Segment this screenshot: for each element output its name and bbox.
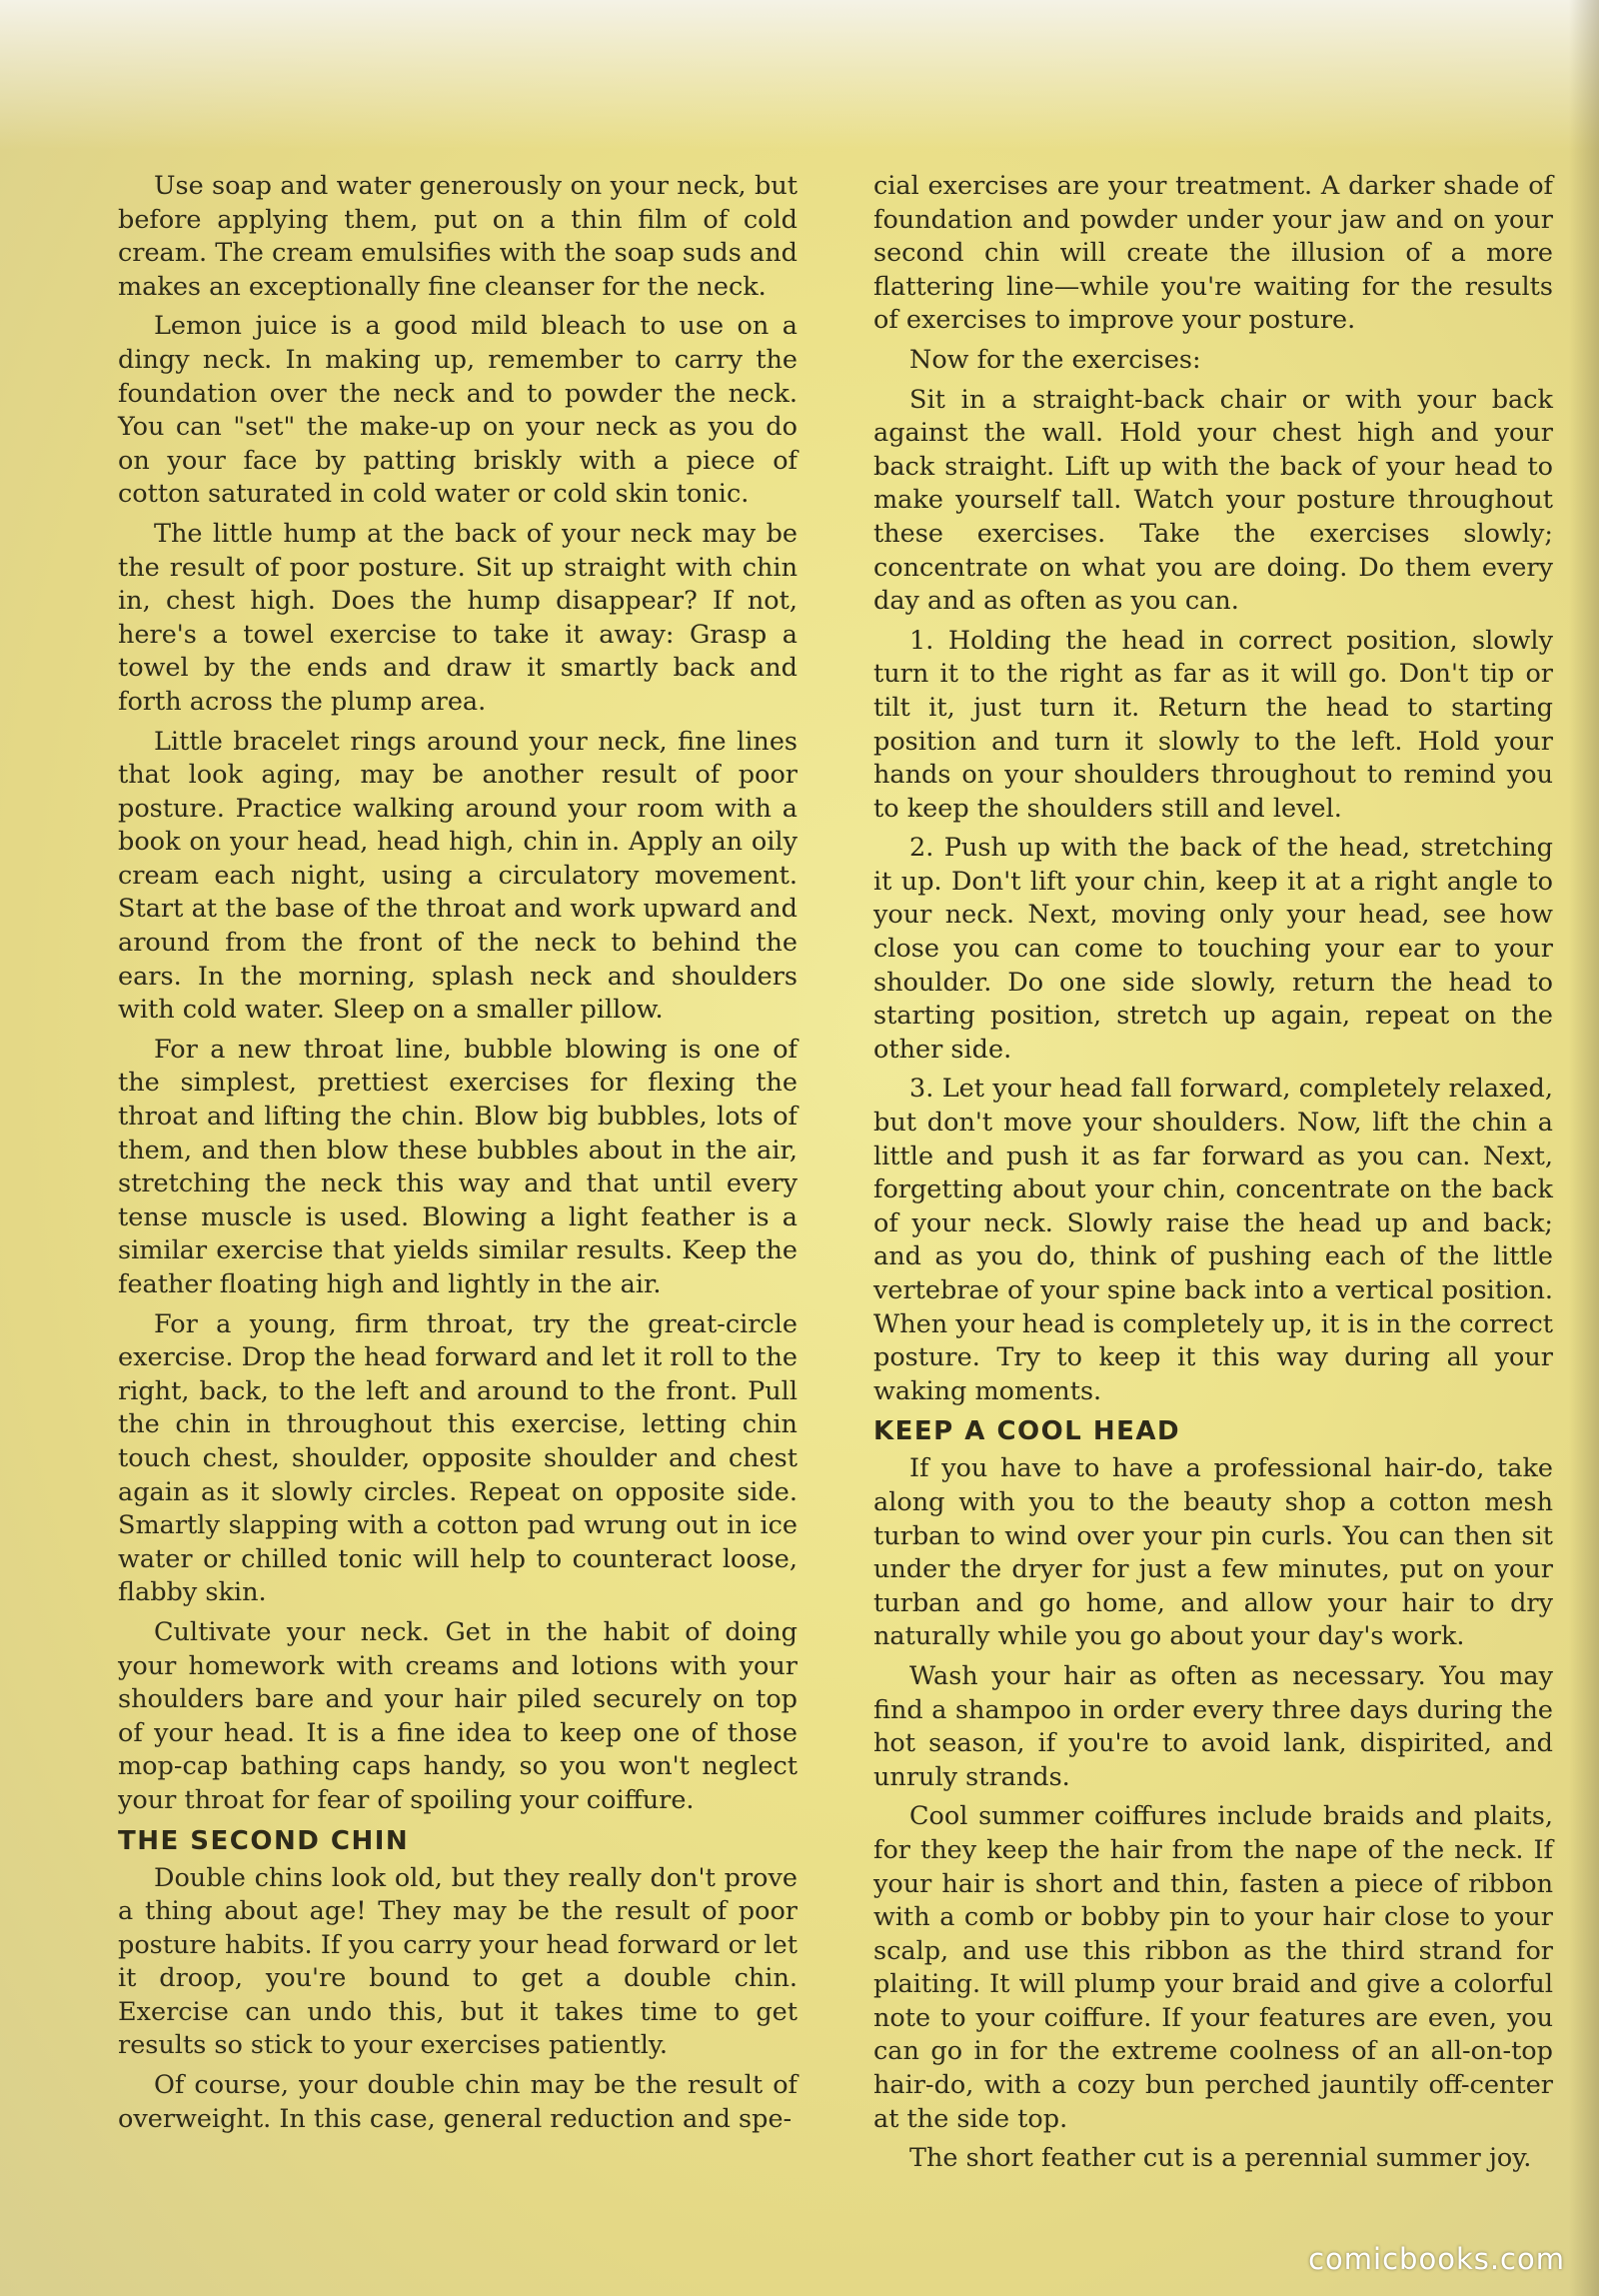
paragraph: Wash your hair as often as necessary. You may find a shampoo in order every three days during the hot season, if you're to avoid lank, dispirited, and unruly strands. <box>873 1660 1553 1792</box>
paragraph: Cool summer coiffures include braids and plaits, for they keep the hair from the nape of the neck. If your hair is short and thin, fasten a piece of ribbon with a comb or bobby pin to your hair close to your scalp, and use this ribbon as the third strand for plaiting. It will plump your braid and give a colorful note to your coiffure. If your features are even, you can go in for the extreme coolness of an all-on-top hair-do, with a cozy bun perched jauntily off-center at the side top. <box>873 1801 1553 2134</box>
paragraph: 3. Let your head fall forward, completely relaxed, but don't move your shoulders. Now, lift the chin a little and push it as far forward as you can. Next, forgetting about your chin, concentrate on the back of your neck. Slowly raise the head up and back; and as you do, think of pushing each of the little vertebrae of your spine back into a vertical position. When your head is completely up, it is in the correct posture. Try to keep it this way during all your waking moments. <box>873 1074 1553 1406</box>
paragraph: 2. Push up with the back of the head, stretching it up. Don't lift your chin, keep it at a right angle to your neck. Next, moving only your head, see how close you can come to touching your ear to your shoulder. Do one side slowly, return the head to starting position, stretch up again, repeat on the other side. <box>873 833 1553 1065</box>
left-column <box>118 170 798 2142</box>
watermark: comicbooks.com <box>1308 2242 1565 2276</box>
paragraph: If you have to have a professional hair-do, take along with you to the beauty shop a cotton mesh turban to wind over your pin curls. You can then sit under the dryer for just a few minutes, put on your turban and go home, and allow your hair to dry naturally while you go about your day's work. <box>873 1453 1553 1652</box>
section-heading-cool-head: KEEP A COOL HEAD <box>873 1416 1181 1447</box>
paragraph: For a young, firm throat, try the great-circle exercise. Drop the head forward and let it roll to the right, back, to the left and around to the front. Pull the chin in throughout this exercise, letting chin touch chest, shoulder, opposite shoulder and chest again as it slowly circles. Repeat on opposite side. Smartly slapping with a cotton pad wrung out in ice water or chilled tonic will help to counteract loose, flabby skin. <box>118 1308 798 1608</box>
right-column <box>873 170 1553 2182</box>
paragraph: Double chins look old, but they really don't prove a thing about age! They may be the result of poor posture habits. If you carry your head forward or let it droop, you're bound to get a double chin. Exercise can undo this, but it takes time to get results so stick to your exercises patiently. <box>118 1862 798 2061</box>
paragraph: Of course, your double chin may be the result of overweight. In this case, general reduction and spe- <box>118 2070 798 2134</box>
paragraph: The little hump at the back of your neck may be the result of poor posture. Sit up straight with chin in, chest high. Does the hump disappear? If not, here's a towel exercise to take it away: Grasp a towel by the ends and draw it smartly back and forth across the plump area. <box>118 518 798 717</box>
paragraph: The short feather cut is a perennial summer joy. <box>909 2143 1532 2174</box>
paragraph: Sit in a straight-back chair or with your back against the wall. Hold your chest high and your back straight. Lift up with the back of your head to make yourself tall. Watch your posture throughout these exercises. Take the exercises slowly; concentrate on what you are doing. Do them every day and as often as you can. <box>873 384 1553 617</box>
paper-edge-right <box>1569 0 1599 2296</box>
paragraph: Cultivate your neck. Get in the habit of doing your homework with creams and lotions with your shoulders bare and your hair piled securely on top of your head. It is a fine idea to keep one of those mop-cap bathing caps handy, so you won't neglect your throat for fear of spoiling your coiffure. <box>118 1616 798 1815</box>
continued-paragraph: cial exercises are your treatment. A darker shade of foundation and powder under your jaw and on your second chin will create the illusion of a more flattering line—while you're waiting for the results of exercises to improve your posture. <box>873 171 1553 336</box>
paper-edge-top <box>0 0 1599 150</box>
paragraph: Use soap and water generously on your neck, but before applying them, put on a thin film of cold cream. The cream emulsifies with the soap suds and makes an exceptionally fine cleanser for the neck. <box>118 171 798 302</box>
paragraph: Lemon juice is a good mild bleach to use on a dingy neck. In making up, remember to carry the foundation over the neck and to powder the neck. You can "set" the make-up on your neck as you do on your face by patting briskly with a piece of cotton saturated in cold water or cold skin tonic. <box>118 311 798 510</box>
section-heading-second-chin: THE SECOND CHIN <box>118 1825 410 1856</box>
paragraph: Little bracelet rings around your neck, fine lines that look aging, may be another result of poor posture. Practice walking around your room with a book on your head, head high, chin in. Apply an oily cream each night, using a circulatory movement. Start at the base of the throat and work upward and around from the front of the neck to behind the ears. In the morning, splash neck and shoulders with cold water. Sleep on a smaller pillow. <box>118 726 798 1026</box>
paragraph: For a new throat line, bubble blowing is one of the simplest, prettiest exercises for flexing the throat and lifting the chin. Blow big bubbles, lots of them, and then blow these bubbles about in the air, stretching the neck this way and that until every tense muscle is used. Blowing a light feather is a similar exercise that yields similar results. Keep the feather floating high and lightly in the air. <box>118 1034 798 1299</box>
paragraph: Now for the exercises: <box>909 344 1201 375</box>
paragraph: 1. Holding the head in correct position, slowly turn it to the right as far as it will go. Don't tip or tilt it, just turn it. Return the head to starting position and turn it slowly to the left. Hold your hands on your shoulders throughout to remind you to keep the shoulders still and level. <box>873 625 1553 824</box>
